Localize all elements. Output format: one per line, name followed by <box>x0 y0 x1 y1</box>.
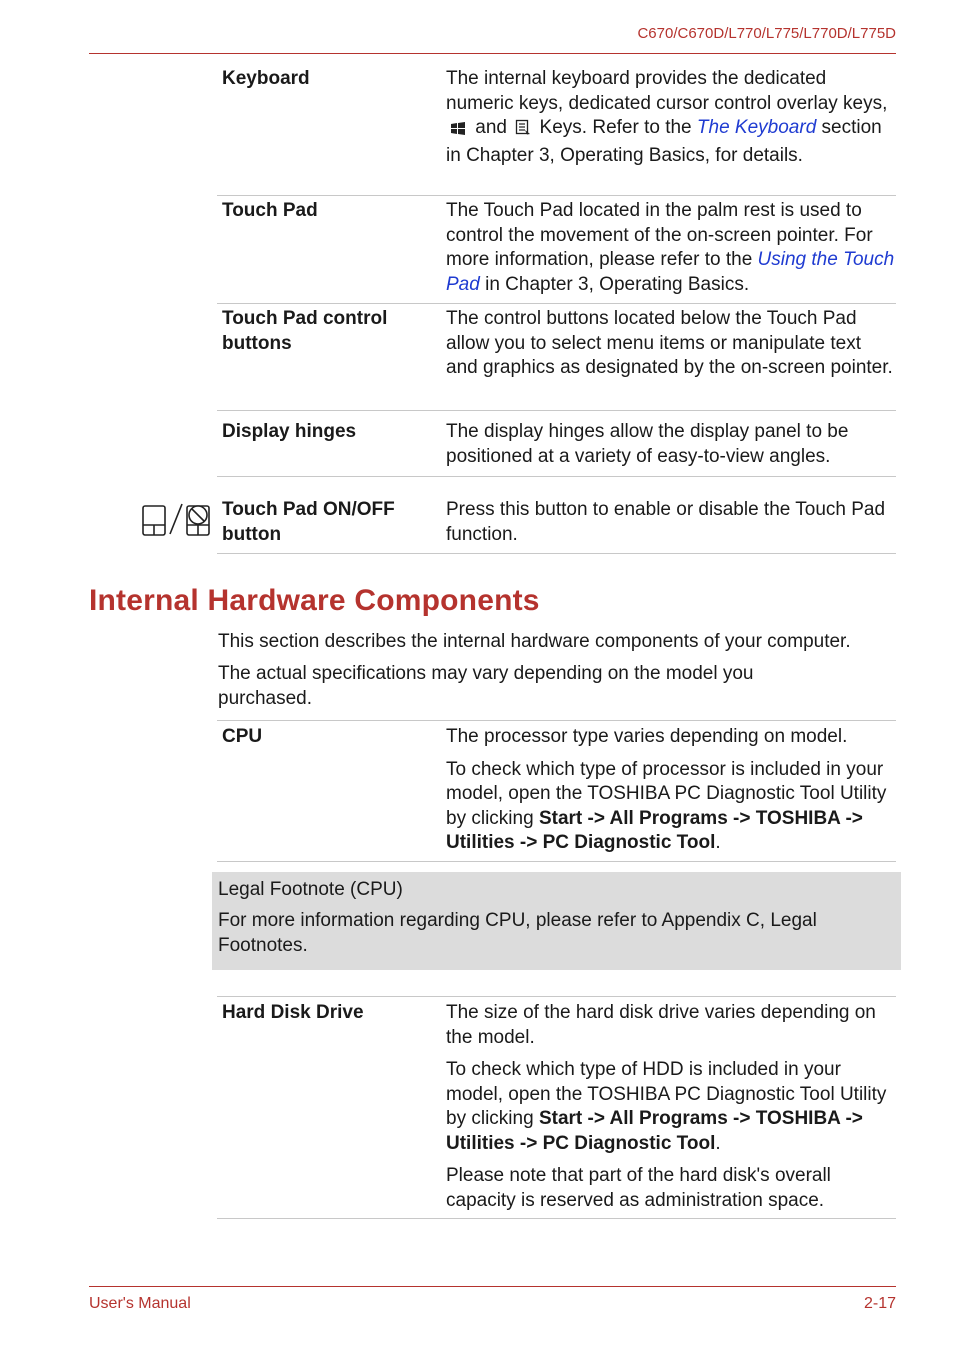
row-label: Touch Pad control buttons <box>222 308 388 354</box>
row-description: The processor type varies depending on model. To check which type of processor is included in your model, open the TOSHIBA PC Diagnostic Tool Utility by clicking Start -> All Programs -> TOSHIBA -> Utilities -> PC Diagnostic Tool. <box>446 726 887 853</box>
footer-title: User's Manual <box>89 1295 191 1312</box>
row-label: Touch Pad ON/OFF button <box>222 499 395 545</box>
row-description: Press this button to enable or disable the Touch Pad function. <box>446 499 886 545</box>
page-number: 2-17 <box>863 1295 896 1312</box>
keyboard-link[interactable]: The Keyboard <box>696 117 817 138</box>
row-description: The internal keyboard provides the dedicated numeric keys, dedicated cursor control overlay keys, and Keys. Refer to the The Keyboard section in Chapter 3, Operating Basics, for details. <box>446 68 888 166</box>
row-label: Touch Pad <box>222 200 318 221</box>
row-description: The control buttons located below the Touch Pad allow you to select menu items or manipulate text and graphics as designated by the on-screen pointer. <box>446 308 893 378</box>
row-description: The Touch Pad located in the palm rest is used to control the movement of the on-screen pointer. For more information, please refer to the Using the Touch Pad in Chapter 3, Operating Basics. <box>446 200 895 295</box>
row-label: Display hinges <box>222 421 357 442</box>
section-title: Internal Hardware Components <box>89 584 540 617</box>
footer-rule <box>89 1286 896 1287</box>
header-model: C670/C670D/L770/L775/L770D/L775D <box>637 25 896 42</box>
row-label: Keyboard <box>222 68 310 89</box>
touchpad-onoff-icon <box>140 500 214 545</box>
application-key-icon <box>515 119 531 144</box>
table-row <box>217 477 896 554</box>
row-label: CPU <box>222 726 263 747</box>
table-row <box>217 55 896 196</box>
legal-footnote-box <box>212 872 901 970</box>
table-row <box>217 996 896 1219</box>
intro-paragraph: The actual specifications may vary depending on the model you purchased. <box>218 663 754 709</box>
row-label: Hard Disk Drive <box>222 1002 364 1023</box>
header-rule <box>89 53 896 54</box>
table-row <box>217 196 896 304</box>
table-row <box>217 720 896 862</box>
row-description: The size of the hard disk drive varies depending on the model. To check which type of HDD is included in your model, open the TOSHIBA PC Diagnostic Tool Utility by clicking Start -> All Programs -> TOSHIBA -> Utilities -> PC Diagnostic Tool. Please note that part of the hard disk's overall capacity is reserved as administration space. <box>446 1002 887 1211</box>
row-description: The display hinges allow the display panel to be positioned at a variety of easy-to-view angles. <box>446 421 849 467</box>
note-title: Legal Footnote (CPU) <box>218 879 403 900</box>
table-row <box>217 304 896 411</box>
table-row <box>217 411 896 477</box>
note-body: For more information regarding CPU, please refer to Appendix C, Legal Footnotes. <box>218 910 817 956</box>
windows-key-icon <box>449 119 467 144</box>
touchpad-link[interactable]: Using the Touch Pad <box>446 249 895 295</box>
intro-paragraph: This section describes the internal hardware components of your computer. <box>218 631 851 652</box>
